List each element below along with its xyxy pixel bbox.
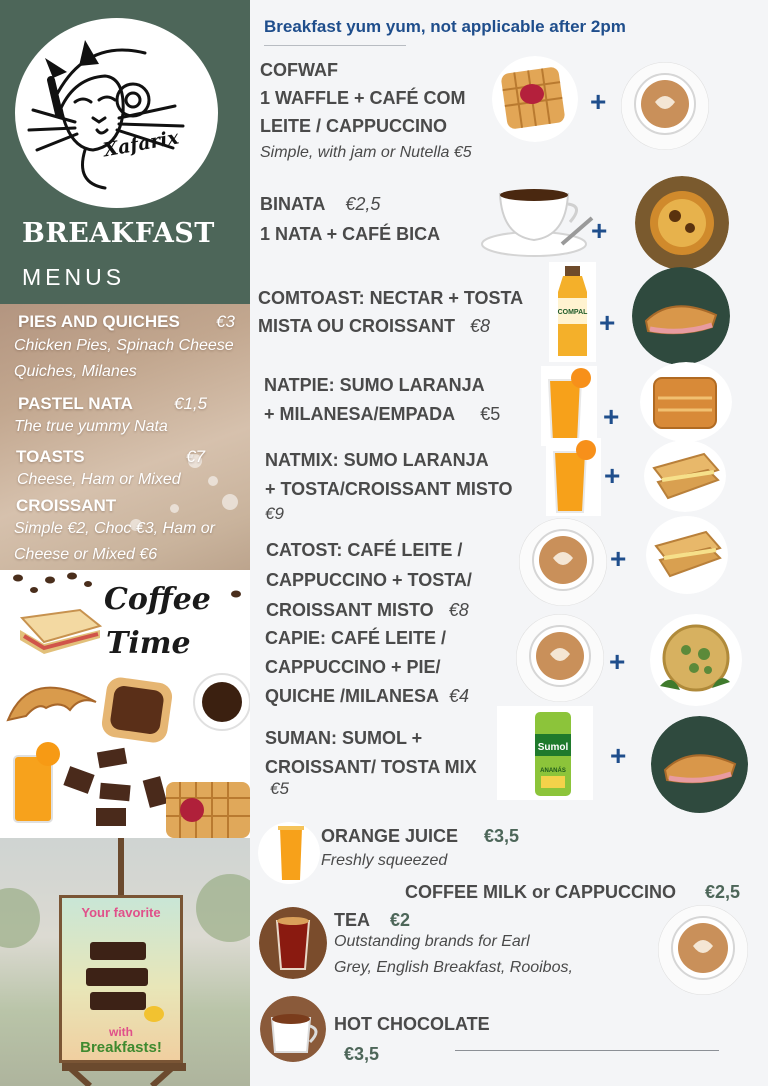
orange-juice-price: €3,5 — [484, 826, 520, 846]
plus-icon: + — [610, 740, 627, 771]
tea-name: TEA — [334, 910, 370, 930]
plus-icon: + — [604, 460, 621, 491]
tea-price: €2 — [390, 910, 411, 930]
side-menu-item-name: PIES AND QUICHES — [18, 312, 180, 331]
orange-juice-icon — [258, 822, 320, 884]
side-menu-item-desc: The true yummy Nata — [14, 418, 168, 435]
coffee-time-line: Coffee — [104, 582, 211, 617]
hot-chocolate-icon — [260, 996, 326, 1062]
hot-chocolate-name: HOT CHOCOLATE — [334, 1014, 490, 1034]
combo-title — [258, 284, 523, 340]
combo-price: €5 — [480, 404, 501, 424]
combo-title-line: CAPPUCCINO + PIE/ — [265, 657, 441, 677]
combo-price: €8 — [470, 316, 491, 336]
combo-title-line — [265, 682, 469, 710]
combo-title-line — [258, 312, 523, 340]
milanesa-pastry-icon — [640, 362, 732, 442]
side-menu-item-price: €1,5 — [174, 394, 208, 413]
orange-juice-glass-icon — [541, 366, 597, 446]
can-brand-label: Sumol — [537, 742, 569, 753]
toasted-sandwich-icon — [644, 440, 726, 512]
side-menu-item-name: TOASTS — [16, 447, 85, 466]
combo-title-text: MISTA OU CROISSANT — [258, 316, 455, 336]
combo-title-text: QUICHE /MILANESA — [265, 686, 440, 706]
orange-juice-desc: Freshly squeezed — [321, 852, 448, 869]
combo-title-line: NATPIE: SUMO LARANJA — [264, 375, 485, 395]
combo-title-line: CAPPUCCINO + TOSTA/ — [266, 570, 472, 590]
combo-price: €9 — [265, 504, 284, 523]
combo-title — [265, 624, 469, 710]
side-menu-item-desc: Cheese, Ham or Mixed — [17, 471, 181, 488]
quiche-icon — [650, 614, 742, 706]
side-menu-item-name: PASTEL NATA — [18, 394, 133, 413]
tea-desc — [334, 929, 654, 981]
plus-icon: + — [590, 86, 607, 117]
cappuccino-icon — [516, 614, 604, 702]
side-menu-item-price: €3 — [216, 312, 235, 331]
orange-juice-name: ORANGE JUICE — [321, 826, 459, 846]
plus-icon: + — [603, 401, 620, 432]
combo-title-line: + TOSTA/CROISSANT MISTO — [265, 479, 513, 499]
plus-icon: + — [610, 543, 627, 574]
menu-headline: Breakfast yum yum, not applicable after 2pm — [264, 17, 626, 36]
combo-title — [265, 724, 477, 781]
coffee-milk-cup-icon — [658, 905, 748, 995]
ham-croissant-icon — [651, 716, 748, 813]
poster-headline: Your favorite — [81, 905, 161, 920]
plus-icon: + — [609, 646, 626, 677]
combo-price: €2,5 — [345, 194, 381, 214]
side-menu-item-desc: Chicken Pies, Spinach Cheese Quiches, Milanes — [14, 337, 234, 380]
combo-title — [264, 371, 500, 428]
combo-title-line: LEITE / CAPPUCCINO — [260, 116, 448, 136]
ham-croissant-icon — [632, 267, 730, 365]
combo-price: €5 — [270, 779, 289, 798]
poster-caption-line: Breakfasts! — [80, 1039, 162, 1056]
combo-title-line: 1 NATA + CAFÉ BICA — [260, 224, 441, 244]
side-menu-item-desc: Simple €2, Choc €3, Ham or Cheese or Mixed €6 — [14, 520, 215, 563]
coffee-time-heading — [104, 578, 211, 666]
combo-title-line: NATMIX: SUMO LARANJA — [265, 450, 489, 470]
toasted-sandwich-icon — [646, 516, 728, 594]
combo-title-line — [264, 400, 500, 428]
side-menu-item-price: €7 — [186, 447, 205, 466]
side-menu-item-name: CROISSANT — [16, 496, 117, 515]
combo-title-text: CROISSANT MISTO — [266, 600, 434, 620]
nectar-bottle-icon — [549, 262, 596, 362]
poster-caption-line: with — [109, 1025, 133, 1039]
combo-title-line: COFWAF — [260, 60, 338, 80]
poster-caption — [62, 1024, 180, 1056]
cappuccino-icon — [621, 62, 709, 150]
left-column — [0, 0, 250, 1086]
espresso-cup-icon — [472, 180, 596, 260]
waffle-icon — [492, 56, 578, 142]
combo-title — [260, 56, 466, 140]
combo-title-text: BINATA — [260, 194, 326, 214]
tea-desc-line: Outstanding brands for Earl — [334, 933, 530, 950]
sumol-can-icon — [497, 706, 593, 800]
footer-divider — [455, 1050, 719, 1051]
tea-glass-icon — [259, 907, 327, 979]
cat-dj-icon — [15, 18, 218, 208]
nectar-brand-label: COMPAL — [557, 309, 588, 316]
plus-icon: + — [591, 215, 608, 246]
coffee-milk-name: COFFEE MILK or CAPPUCCINO — [405, 882, 677, 902]
hot-chocolate-price: €3,5 — [344, 1044, 380, 1064]
cappuccino-icon — [519, 518, 607, 606]
combo-title — [260, 190, 440, 248]
combo-title — [265, 446, 513, 503]
tea-desc-line: Grey, English Breakfast, Rooibos, — [334, 959, 573, 976]
combo-title-line — [266, 596, 472, 624]
plus-icon: + — [599, 307, 616, 338]
coffee-time-line: Time — [106, 626, 191, 661]
headline-divider — [264, 45, 406, 46]
combo-title-line: COMTOAST: NECTAR + TOSTA — [258, 288, 524, 308]
combo-title-line — [260, 190, 440, 218]
combo-title-line: CAPIE: CAFÉ LEITE / — [265, 628, 447, 648]
combo-price: €8 — [448, 600, 469, 620]
brand-subtitle: MENUS — [22, 264, 126, 290]
combo-price: €4 — [449, 686, 470, 706]
combo-title-line: 1 WAFFLE + CAFÉ COM — [260, 88, 466, 108]
orange-juice-glass-icon — [546, 438, 601, 516]
cat-logo — [15, 18, 218, 208]
combo-title-line: CATOST: CAFÉ LEITE / — [266, 540, 463, 560]
combo-title-line: CROISSANT/ TOSTA MIX — [265, 757, 477, 777]
logo-wordmark: Xafarix — [101, 126, 181, 162]
brand-title: BREAKFAST — [22, 218, 215, 249]
combo-title — [266, 536, 472, 624]
combo-title-text: + MILANESA/EMPADA — [264, 404, 456, 424]
pastel-de-nata-icon — [635, 176, 729, 270]
combo-desc: Simple, with jam or Nutella €5 — [260, 144, 472, 161]
can-flavor-label: ANANÁS — [540, 768, 566, 774]
coffee-milk-price: €2,5 — [705, 882, 741, 902]
combo-title-line: SUMAN: SUMOL + — [265, 728, 423, 748]
